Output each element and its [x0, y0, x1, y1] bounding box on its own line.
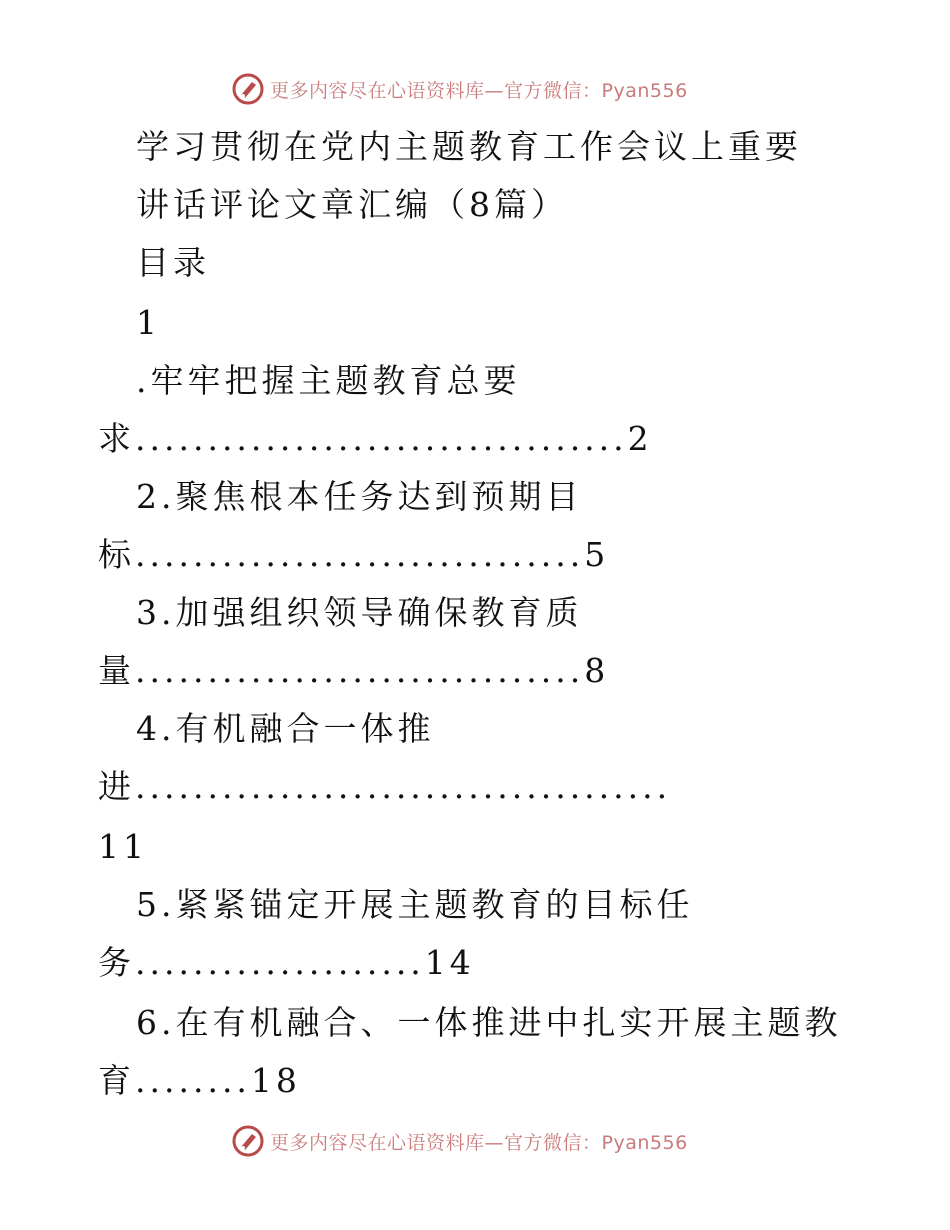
toc-entry-4-title: 4.有机融合一体推 [136, 709, 435, 748]
toc-entry-1-dots: .................................. [135, 419, 628, 458]
toc-entry-5-leader [98, 943, 475, 982]
pen-seal-logo-icon [232, 73, 264, 105]
toc-entry-6-leader [98, 1061, 301, 1100]
toc-entry-2-page: 5 [584, 535, 610, 574]
toc-entry-4-page: 11 [98, 827, 148, 866]
toc-entry-3-leader [98, 651, 610, 690]
toc-entry-2-dots: ............................... [135, 535, 585, 574]
watermark-banner-bottom [232, 1124, 752, 1158]
toc-heading: 目录 [136, 243, 210, 282]
toc-entry-1-number: 1 [136, 303, 161, 342]
pen-seal-logo-icon [232, 1125, 264, 1157]
toc-entry-6-title-end: 育 [98, 1061, 135, 1100]
watermark-banner-top [232, 72, 752, 106]
document-title-line-2: 讲话评论文章汇编（8篇） [136, 185, 568, 224]
toc-entry-4-dots: ..................................... [135, 767, 672, 806]
toc-entry-2-leader [98, 535, 610, 574]
toc-entry-3-title: 3.加强组织领导确保教育质 [136, 593, 583, 632]
toc-entry-2-title-end: 标 [98, 535, 135, 574]
toc-entry-3-title-end: 量 [98, 651, 135, 690]
toc-entry-1-title: .牢牢把握主题教育总要 [136, 361, 521, 400]
toc-entry-5-title-end: 务 [98, 943, 135, 982]
toc-entry-6-title: 6.在有机融合、一体推进中扎实开展主题教 [136, 1003, 842, 1042]
toc-entry-5-page: 14 [424, 943, 475, 982]
toc-entry-2-title: 2.聚焦根本任务达到预期目 [136, 477, 583, 516]
toc-entry-1-leader [98, 419, 653, 458]
toc-entry-3-page: 8 [584, 651, 610, 690]
toc-entry-6-dots: ........ [135, 1061, 251, 1100]
watermark-text: 更多内容尽在心语资料库—官方微信：Pyan556 [270, 79, 688, 102]
document-title-line-1: 学习贯彻在党内主题教育工作会议上重要 [136, 127, 802, 166]
toc-entry-4-leader [98, 767, 672, 806]
watermark-text: 更多内容尽在心语资料库—官方微信：Pyan556 [270, 1131, 688, 1154]
toc-entry-1-title-end: 求 [98, 419, 135, 458]
toc-entry-1-page: 2 [627, 419, 653, 458]
toc-entry-4-title-end: 进 [98, 767, 135, 806]
toc-entry-3-dots: ............................... [135, 651, 585, 690]
toc-entry-5-title: 5.紧紧锚定开展主题教育的目标任 [136, 885, 694, 924]
toc-entry-6-page: 18 [250, 1061, 301, 1100]
toc-entry-5-dots: .................... [135, 943, 425, 982]
